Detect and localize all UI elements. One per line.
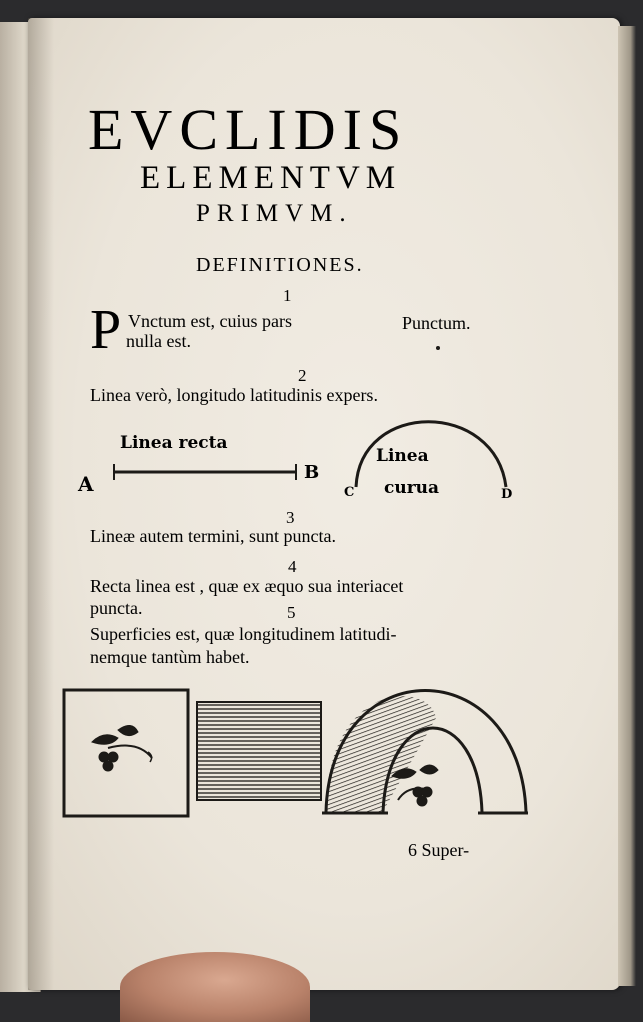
label-point-d: D: [501, 487, 513, 502]
definition-1-line-1: Vnctum est, cuius pars: [128, 311, 292, 331]
definition-number-2: 2: [298, 366, 307, 385]
drop-cap: P: [90, 299, 122, 361]
thumb: [120, 952, 310, 1022]
section-heading: DEFINITIONES.: [196, 254, 364, 276]
margin-label-punctum: Punctum.: [402, 313, 471, 333]
framed-square-figure: [64, 690, 188, 816]
definition-number-4: 4: [288, 557, 297, 576]
definition-4-line-2: puncta.: [90, 598, 143, 618]
definition-4-line-1: Recta linea est , quæ ex æquo sua interiacet: [90, 576, 404, 596]
label-point-c: C: [344, 485, 355, 500]
book-title: EVCLIDIS: [88, 97, 409, 162]
book-subtitle: ELEMENTVM: [140, 160, 402, 196]
label-point-a: A: [78, 472, 94, 496]
definition-number-5: 5: [287, 603, 296, 622]
definition-5-line-1: Superficies est, quæ longitudinem latitudi-: [90, 624, 397, 644]
hatched-arch-figure: [322, 691, 528, 814]
definition-number-3: 3: [286, 508, 295, 527]
vine-ornament-right: [392, 765, 438, 806]
definition-5-line-2: nemque tantùm habet.: [90, 647, 250, 667]
definition-1-line-2: nulla est.: [126, 331, 191, 351]
book-number: PRIMVM.: [196, 200, 353, 227]
vine-ornament-left: [92, 725, 152, 771]
hatched-rectangle-figure: [197, 702, 321, 800]
definition-3-text: Lineæ autem termini, sunt puncta.: [90, 526, 336, 546]
label-point-b: B: [304, 462, 320, 483]
label-curua: curua: [384, 478, 440, 498]
definition-number-1: 1: [283, 286, 292, 305]
label-linea: Linea: [376, 446, 429, 466]
catchword: 6 Super-: [408, 840, 470, 860]
label-linea-recta: Linea recta: [120, 433, 228, 453]
definition-2-text: Linea verò, longitudo latitudinis expers.: [90, 385, 378, 405]
